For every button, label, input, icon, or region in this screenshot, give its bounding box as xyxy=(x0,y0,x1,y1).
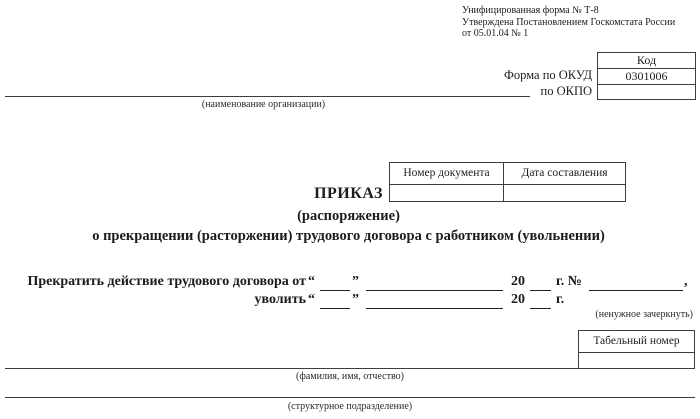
open-quote-line1: “ xyxy=(308,274,315,289)
open-quote-line2: “ xyxy=(308,292,315,307)
close-quote-line2: ” xyxy=(352,292,359,307)
year-field-line1[interactable] xyxy=(530,277,551,291)
organization-name-caption: (наименование организации) xyxy=(201,99,326,110)
okpo-label: по ОКПО xyxy=(540,84,592,98)
day-field-line2[interactable] xyxy=(320,295,350,309)
month-field-line1[interactable] xyxy=(366,277,503,291)
okud-code-cell: 0301006 xyxy=(598,69,695,85)
employee-name-caption: (фамилия, имя, отчество) xyxy=(296,371,404,382)
unified-form-name: Унифицированная форма № Т-8 xyxy=(462,5,599,16)
line1-comma: , xyxy=(684,274,688,289)
day-field-line1[interactable] xyxy=(320,277,350,291)
employee-name-field[interactable] xyxy=(5,352,578,369)
order-subject: о прекращении (расторжении) трудового договора с работником (увольнении) xyxy=(92,228,605,244)
contract-number-field[interactable] xyxy=(589,277,683,291)
personnel-number-header: Табельный номер xyxy=(579,331,694,353)
year-label-line2: г. xyxy=(556,292,565,307)
dismiss-label: уволить xyxy=(254,292,306,307)
approved-by-text: Утверждена Постановлением Госкомстата России xyxy=(462,16,676,28)
department-caption: (структурное подразделение) xyxy=(287,401,413,412)
year-number-label-line1: г. № xyxy=(556,274,582,289)
year-field-line2[interactable] xyxy=(530,295,551,309)
code-table xyxy=(597,52,696,100)
okpo-code-cell[interactable] xyxy=(598,85,695,99)
okud-label: Форма по ОКУД xyxy=(504,68,592,82)
form-approval-block xyxy=(462,5,675,40)
close-quote-line1: ” xyxy=(352,274,359,289)
approval-date-text: от 05.01.04 № 1 xyxy=(462,28,529,39)
order-title: ПРИКАЗ xyxy=(314,185,383,202)
century-prefix-line1: 20 xyxy=(511,274,525,289)
compilation-date-header: Дата составления xyxy=(504,163,625,185)
month-field-line2[interactable] xyxy=(366,295,503,309)
department-field[interactable] xyxy=(5,381,695,398)
document-number-header: Номер документа xyxy=(390,163,504,185)
order-subtitle: (распоряжение) xyxy=(297,208,400,224)
code-table-header: Код xyxy=(598,53,695,69)
personnel-number-cell[interactable] xyxy=(579,353,694,368)
century-prefix-line2: 20 xyxy=(511,292,525,307)
terminate-contract-label: Прекратить действие трудового договора от xyxy=(27,274,306,289)
personnel-number-table xyxy=(578,330,695,369)
strike-unneeded-caption: (ненужное зачеркнуть) xyxy=(595,309,693,320)
organization-name-field[interactable] xyxy=(5,80,530,97)
